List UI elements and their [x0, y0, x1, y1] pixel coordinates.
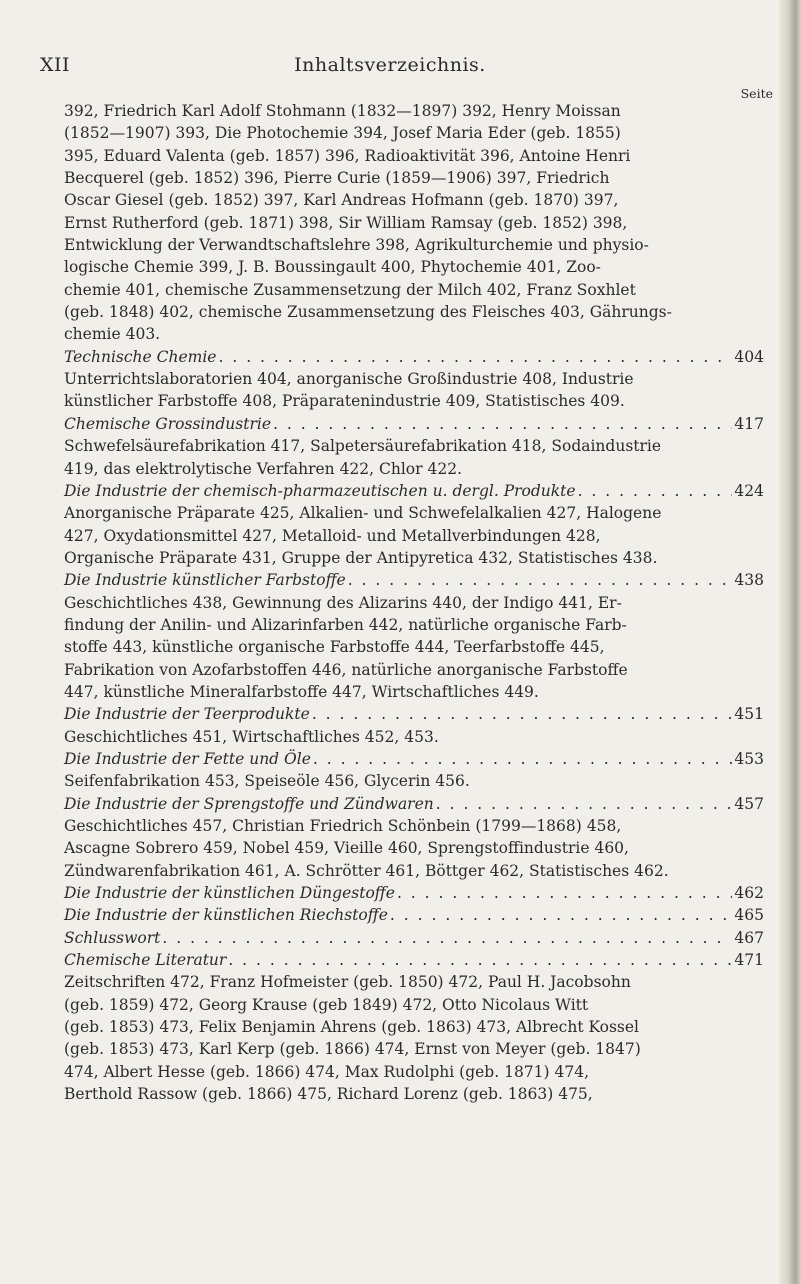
toc-section: [64, 569, 764, 703]
text-line: chemie 403.: [64, 325, 161, 344]
section-heading: [64, 904, 764, 926]
section-subentries: [64, 815, 764, 882]
section-subentries: [64, 435, 764, 480]
section-page: 451: [734, 705, 764, 724]
section-heading: [64, 882, 764, 904]
text-line: (geb. 1848) 402, chemische Zusammensetzung des Fleisches 403, Gährungs-: [64, 303, 672, 322]
page-column-label: Seite: [740, 86, 773, 101]
section-subentries: [64, 502, 764, 569]
text-line: Geschichtliches 451, Wirtschaftliches 452, 453.: [64, 727, 439, 746]
continued-entry-text: [64, 100, 764, 346]
text-line: Unterrichtslaboratorien 404, anorganische Großindustrie 408, Industrie: [64, 370, 634, 389]
text-line: 392, Friedrich Karl Adolf Stohmann (1832—1897) 392, Henry Moissan: [64, 102, 621, 120]
section-title: Schlusswort: [64, 928, 161, 947]
text-line: Berthold Rassow (geb. 1866) 475, Richard Lorenz (geb. 1863) 475,: [64, 1085, 593, 1104]
text-line: Ascagne Sobrero 459, Nobel 459, Vieille 460, Sprengstoffindustrie 460,: [64, 839, 629, 858]
section-heading: [64, 748, 764, 770]
section-title: Die Industrie der chemisch-pharmazeutischen u. dergl. Produkte: [64, 481, 576, 500]
text-line: Schwefelsäurefabrikation 417, Salpetersäurefabrikation 418, Sodaindustrie: [64, 437, 662, 456]
section-subentries: [64, 726, 764, 748]
section-title: Chemische Literatur: [64, 951, 227, 970]
text-line: (geb. 1859) 472, Georg Krause (geb 1849) 472, Otto Nicolaus Witt: [64, 995, 589, 1014]
section-page: 453: [734, 749, 764, 768]
toc-section: [64, 949, 764, 1105]
text-line: Anorganische Präparate 425, Alkalien- und Schwefelalkalien 427, Halogene: [64, 504, 662, 523]
section-heading: [64, 346, 764, 368]
toc-section: [64, 793, 764, 882]
text-line: chemie 401, chemische Zusammensetzung der Milch 402, Franz Soxhlet: [64, 280, 636, 299]
text-line: (geb. 1853) 473, Felix Benjamin Ahrens (geb. 1863) 473, Albrecht Kossel: [64, 1018, 640, 1037]
section-title: Die Industrie der Sprengstoffe und Zündwaren: [64, 794, 434, 813]
text-line: Ernst Rutherford (geb. 1871) 398, Sir William Ramsay (geb. 1852) 398,: [64, 213, 628, 232]
section-page: 404: [734, 347, 764, 366]
dot-leader: [348, 569, 733, 591]
section-page: 465: [734, 906, 764, 925]
section-subentries: [64, 770, 764, 792]
running-header: [40, 54, 740, 80]
toc-section: [64, 346, 764, 413]
dot-leader: [390, 904, 732, 926]
dot-leader: [273, 413, 732, 435]
section-heading: [64, 569, 764, 591]
text-line: Entwicklung der Verwandtschaftslehre 398, Agrikulturchemie und physio-: [64, 236, 649, 255]
section-page: 462: [734, 884, 764, 903]
section-subentries: [64, 971, 764, 1105]
toc-section: [64, 882, 764, 904]
dot-leader: [436, 793, 733, 815]
text-line: Geschichtliches 457, Christian Friedrich Schönbein (1799—1868) 458,: [64, 817, 622, 835]
toc-section: [64, 904, 764, 926]
section-title: Die Industrie der Teerprodukte: [64, 705, 310, 724]
section-heading: [64, 703, 764, 725]
text-line: logische Chemie 399, J. B. Boussingault 400, Phytochemie 401, Zoo-: [64, 258, 601, 277]
section-heading: [64, 793, 764, 815]
text-line: findung der Anilin- und Alizarinfarben 442, natürliche organische Farb-: [64, 615, 627, 634]
text-line: 474, Albert Hesse (geb. 1866) 474, Max Rudolphi (geb. 1871) 474,: [64, 1062, 590, 1081]
section-heading: [64, 927, 764, 949]
toc-section: [64, 703, 764, 748]
text-line: Geschichtliches 438, Gewinnung des Alizarins 440, der Indigo 441, Er-: [64, 593, 622, 612]
section-title: Die Industrie künstlicher Farbstoffe: [64, 571, 346, 590]
section-title: Die Industrie der Fette und Öle: [64, 749, 311, 768]
section-page: 438: [734, 571, 764, 590]
section-subentries: [64, 368, 764, 413]
dot-leader: [312, 703, 733, 725]
dot-leader: [578, 480, 733, 502]
section-title: Technische Chemie: [64, 347, 217, 366]
text-line: 395, Eduard Valenta (geb. 1857) 396, Radioaktivität 396, Antoine Henri: [64, 146, 631, 165]
text-line: Zeitschriften 472, Franz Hofmeister (geb. 1850) 472, Paul H. Jacobsohn: [64, 973, 631, 992]
section-title: Chemische Grossindustrie: [64, 414, 271, 433]
section-page: 467: [734, 928, 764, 947]
text-line: Organische Präparate 431, Gruppe der Antipyretica 432, Statistisches 438.: [64, 548, 658, 567]
text-line: 447, künstliche Mineralfarbstoffe 447, Wirtschaftliches 449.: [64, 682, 539, 701]
table-of-contents: [64, 100, 764, 1105]
text-line: Becquerel (geb. 1852) 396, Pierre Curie (1859—1906) 397, Friedrich: [64, 169, 610, 188]
section-page: 417: [734, 414, 764, 433]
text-line: (geb. 1853) 473, Karl Kerp (geb. 1866) 474, Ernst von Meyer (geb. 1847): [64, 1040, 641, 1059]
section-heading: [64, 949, 764, 971]
section-heading: [64, 480, 764, 502]
toc-section: [64, 480, 764, 569]
toc-section: [64, 413, 764, 480]
dot-leader: [218, 346, 732, 368]
section-subentries: [64, 592, 764, 704]
page-edge-shadow: [779, 0, 801, 1284]
toc-section: [64, 927, 764, 949]
dot-leader: [162, 927, 732, 949]
page-number: XII: [40, 54, 71, 76]
text-line: Zündwarenfabrikation 461, A. Schrötter 461, Böttger 462, Statistisches 462.: [64, 861, 669, 880]
text-line: Seifenfabrikation 453, Speiseöle 456, Glycerin 456.: [64, 772, 470, 791]
section-heading: [64, 413, 764, 435]
section-title: Die Industrie der künstlichen Düngestoffe: [64, 884, 395, 903]
text-line: 419, das elektrolytische Verfahren 422, Chlor 422.: [64, 459, 462, 478]
text-line: stoffe 443, künstliche organische Farbstoffe 444, Teerfarbstoffe 445,: [64, 638, 605, 657]
dot-leader: [313, 748, 733, 770]
section-page: 424: [734, 481, 764, 500]
dot-leader: [228, 949, 732, 971]
text-line: künstlicher Farbstoffe 408, Präparatenindustrie 409, Statistisches 409.: [64, 392, 625, 411]
toc-section: [64, 748, 764, 793]
text-line: 427, Oxydationsmittel 427, Metalloid- und Metallverbindungen 428,: [64, 526, 601, 545]
section-page: 457: [734, 794, 764, 813]
text-line: (1852—1907) 393, Die Photochemie 394, Josef Maria Eder (geb. 1855): [64, 124, 621, 143]
text-line: Fabrikation von Azofarbstoffen 446, natürliche anorganische Farbstoffe: [64, 660, 628, 679]
dot-leader: [397, 882, 732, 904]
section-title: Die Industrie der künstlichen Riechstoffe: [64, 906, 388, 925]
text-line: Oscar Giesel (geb. 1852) 397, Karl Andreas Hofmann (geb. 1870) 397,: [64, 191, 619, 210]
section-page: 471: [734, 951, 764, 970]
running-title: Inhaltsverzeichnis.: [294, 54, 486, 76]
